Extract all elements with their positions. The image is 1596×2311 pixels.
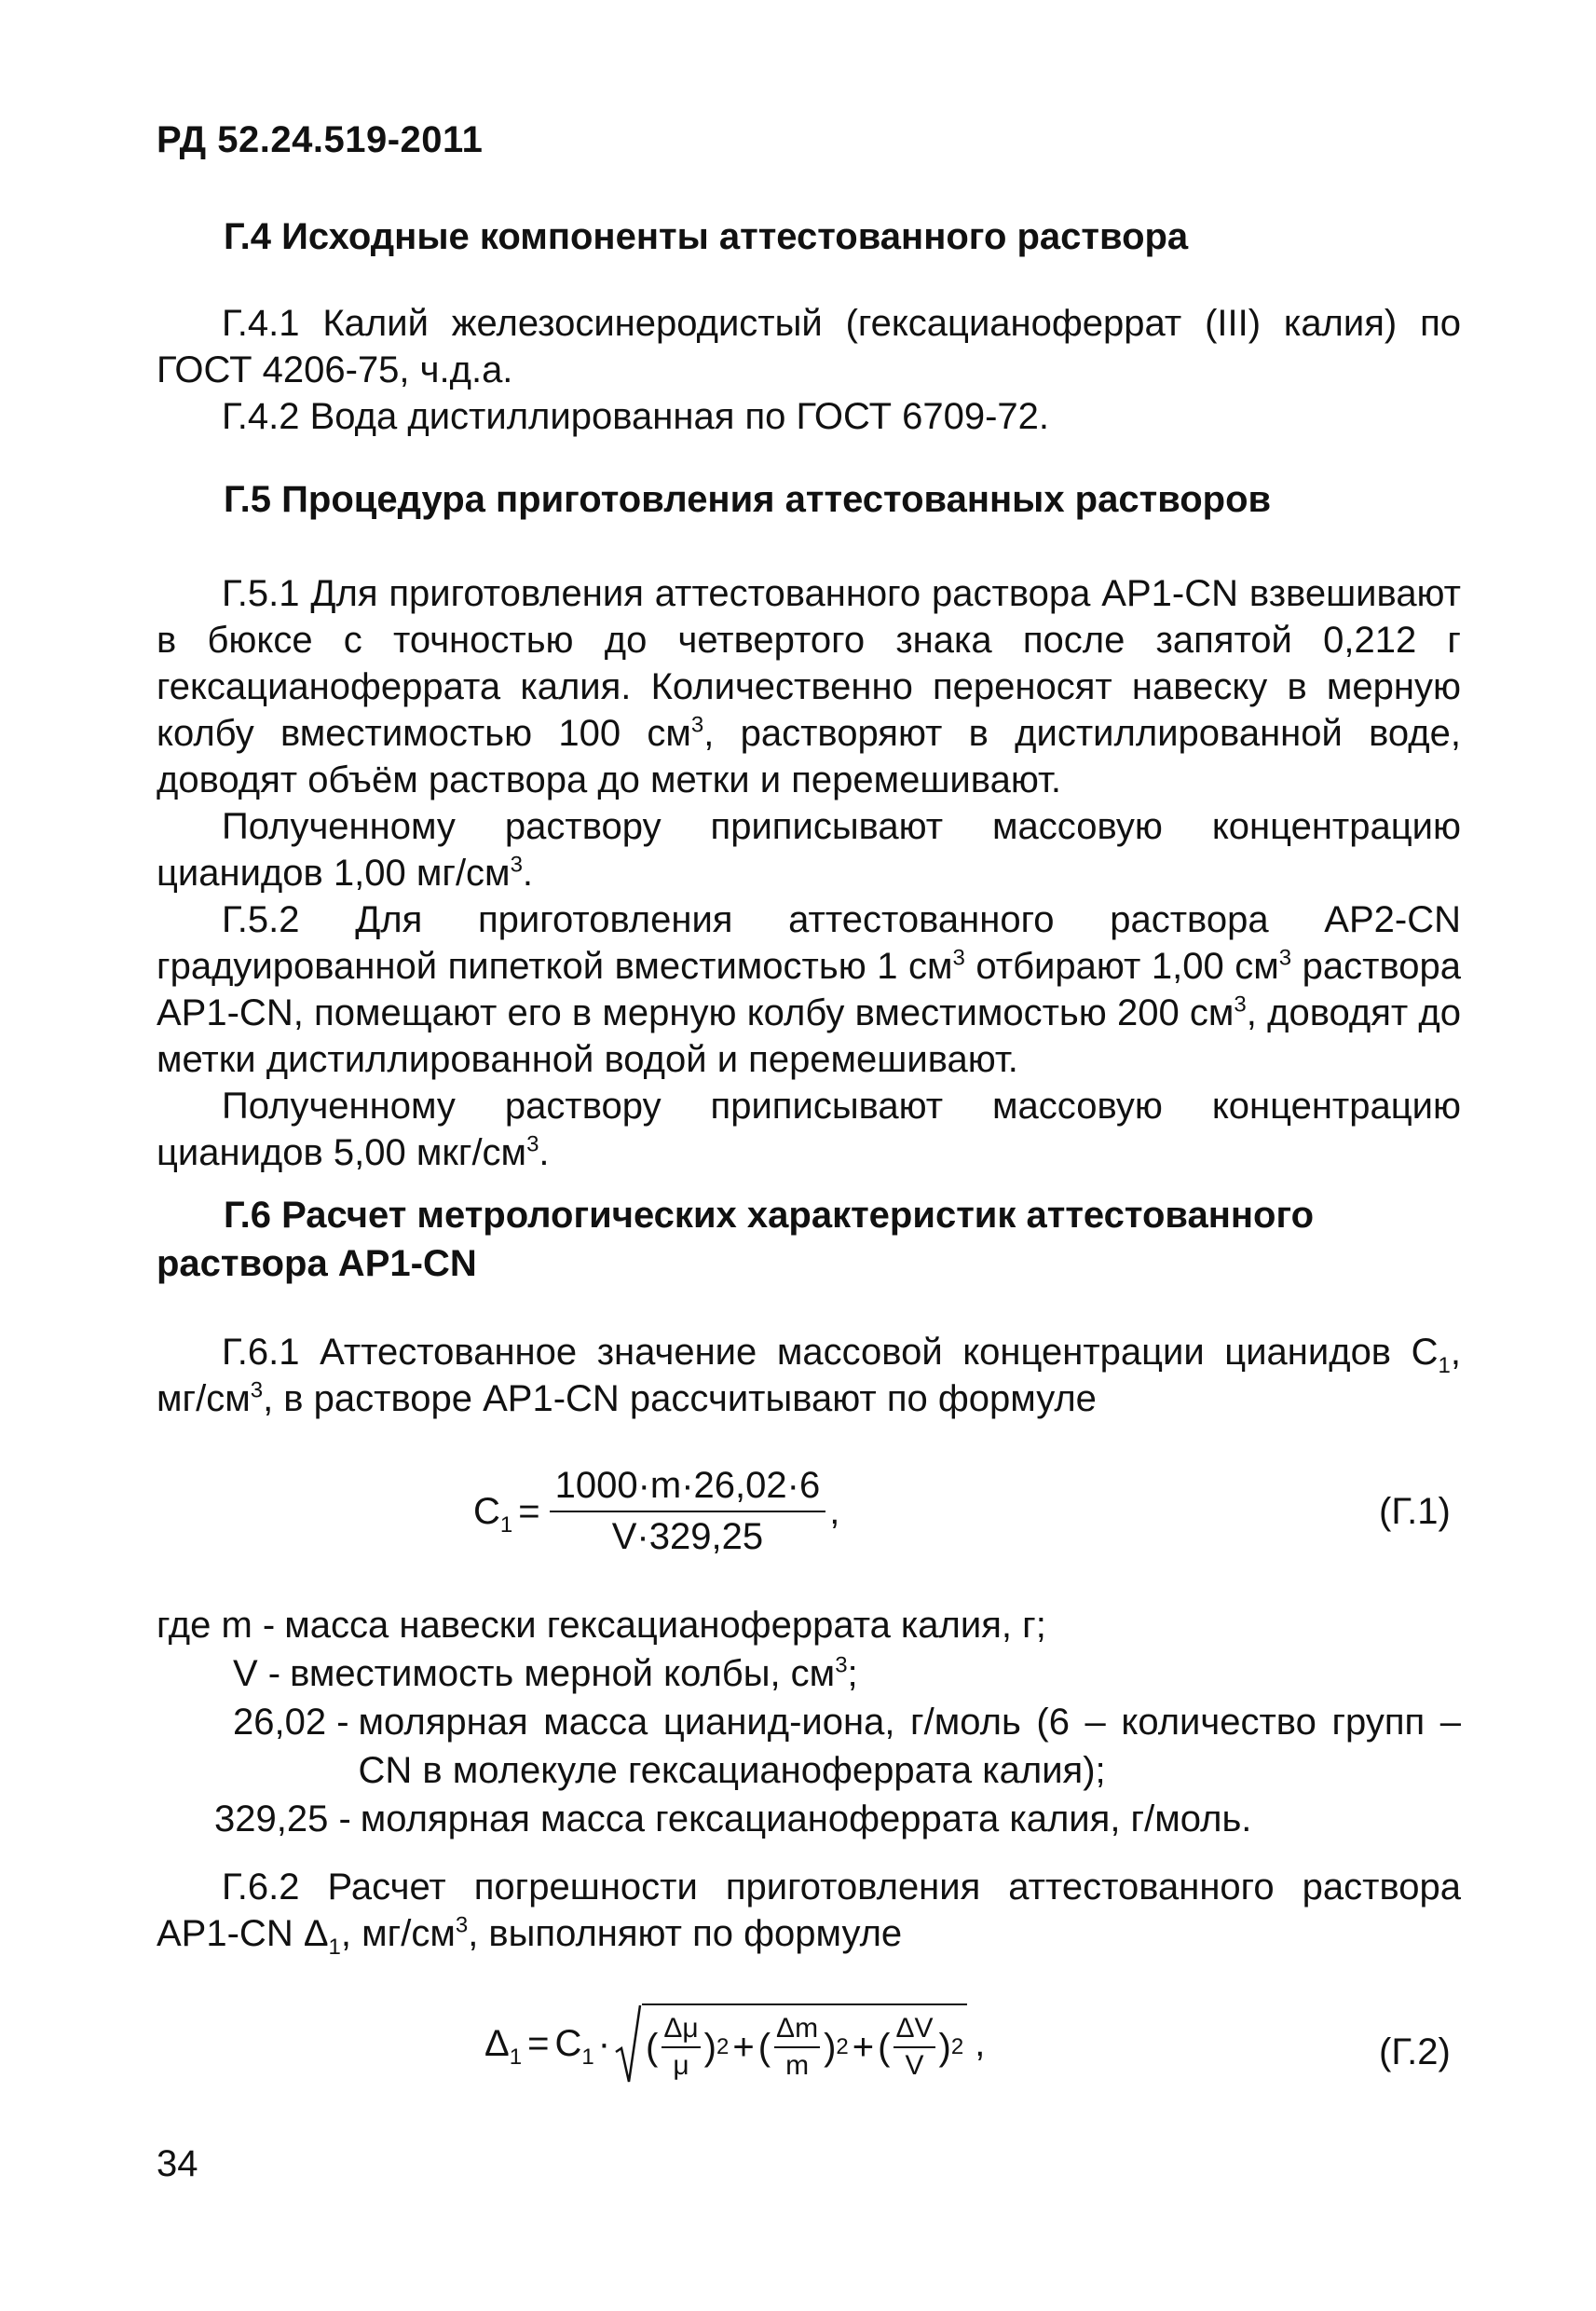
formula-g1-fraction bbox=[550, 1465, 826, 1558]
formula-g2-term-m: $\frac{\Delta m}{m}$ bbox=[776, 2013, 819, 2081]
formula-g1-lhs: $С_1$ bbox=[473, 1490, 513, 1538]
section-g5-title: Г.5 Процедура приготовления аттестованных растворов bbox=[224, 479, 1272, 520]
formula-g2-sqrt bbox=[614, 2003, 967, 2084]
formula-g1-comma: , bbox=[829, 1490, 840, 1532]
formula-g1-number: (Г.1) bbox=[1379, 1491, 1451, 1532]
formula-g1-legend bbox=[157, 1601, 1461, 1843]
legend-row: где m - масса навески гексацианоферрата калия, г; bbox=[157, 1605, 1046, 1646]
section-g6-title: Г.6 Расчет метрологических характеристик аттестованного раствора АР1-CN bbox=[157, 1195, 1315, 1284]
formula-g2-lhs: $\Delta_1$ bbox=[484, 2022, 523, 2070]
formula-g2-term-v: $\frac{\Delta V}{V}$ bbox=[895, 2013, 934, 2081]
formula-g2-dot: · bbox=[597, 2022, 611, 2064]
formula-g1-numerator: 1000·m·26,02·6 bbox=[550, 1465, 826, 1512]
document-id: РД 52.24.519-2011 bbox=[157, 119, 484, 160]
formula-g2-comma: , bbox=[975, 2022, 986, 2064]
formula-g2 bbox=[484, 2003, 985, 2084]
section-g4-body bbox=[157, 300, 1461, 440]
legend-row: V - вместимость мерной колбы, $см^3$; bbox=[233, 1652, 858, 1694]
item-g4-1: Г.4.1 Калий железосинеродистый (гексацианоферрат (III) калия) по ГОСТ 4206-75, ч.д.а. bbox=[157, 303, 1461, 390]
paragraph-g5-1-result: Полученному раствору приписывают массовую концентрацию цианидов 1,00 $мг/см^3$. bbox=[157, 806, 1461, 894]
paragraph-g5-2: Г.5.2 Для приготовления аттестованного раствора АР2-CN градуированной пипеткой вместимостью 1 $см^3$ отбирают 1,00 $см^3$ раствора АР1-CN, помещают его в мерную колбу вместимостью 200 $см^3$, доводят до метки дистиллированной водой и перемешивают. bbox=[157, 899, 1461, 1080]
formula-g1-denominator: V·329,25 bbox=[611, 1516, 764, 1557]
section-g5-body bbox=[157, 570, 1461, 1176]
paragraph-g5-1: Г.5.1 Для приготовления аттестованного раствора АР1-CN взвешивают в бюксе с точностью до четвертого знака после запятой 0,212 г гексацианоферрата калия. Количественно переносят навеску в мерную колбу вместимостью 100 $см^3$, растворяют в дистиллированной воде, доводят объём раствора до метки и перемешивают. bbox=[157, 573, 1461, 800]
item-g4-2: Г.4.2 Вода дистиллированная по ГОСТ 6709-72. bbox=[222, 396, 1050, 437]
formula-g1-equals: = bbox=[518, 1490, 540, 1532]
legend-row: 26,02 - молярная масса цианид-иона, г/моль (6 – количество групп – CN в молекуле гексацианоферрата калия); bbox=[233, 1702, 1461, 1791]
paragraph-g6-1: Г.6.1 Аттестованное значение массовой концентрации цианидов $С_1$, $мг/см^3$, в растворе АР1-CN рассчитывают по формуле bbox=[157, 1332, 1461, 1419]
paragraph-g6-2: Г.6.2 Расчет погрешности приготовления аттестованного раствора АР1-CN $\Delta_1$, $мг/см^3$, выполняют по формуле bbox=[157, 1867, 1461, 1960]
sqrt-icon bbox=[614, 2003, 642, 2084]
formula-g2-number: (Г.2) bbox=[1379, 2031, 1451, 2072]
formula-g1 bbox=[473, 1465, 839, 1558]
formula-g2-equals: = bbox=[527, 2022, 550, 2064]
formula-g2-c1: $С_1$ bbox=[554, 2022, 594, 2070]
formula-g2-radicand: ( $\frac{\Delta\mu}{\mu}$ ) 2 + ( $\frac{\Delta m}{m}$ ) 2 + ( $\frac{\Delta V}{V}$ ) 2 bbox=[642, 2003, 967, 2084]
page-number: 34 bbox=[157, 2143, 198, 2184]
paragraph-g5-2-result: Полученному раствору приписывают массовую концентрацию цианидов 5,00 мкг/$см^3$. bbox=[157, 1086, 1461, 1173]
formula-g2-term-mu: $\frac{\Delta\mu}{\mu}$ bbox=[663, 2013, 699, 2081]
legend-row: 329,25 - молярная масса гексацианоферрата калия, г/моль. bbox=[214, 1798, 1252, 1839]
section-g4-title: Г.4 Исходные компоненты аттестованного раствора bbox=[224, 216, 1189, 257]
